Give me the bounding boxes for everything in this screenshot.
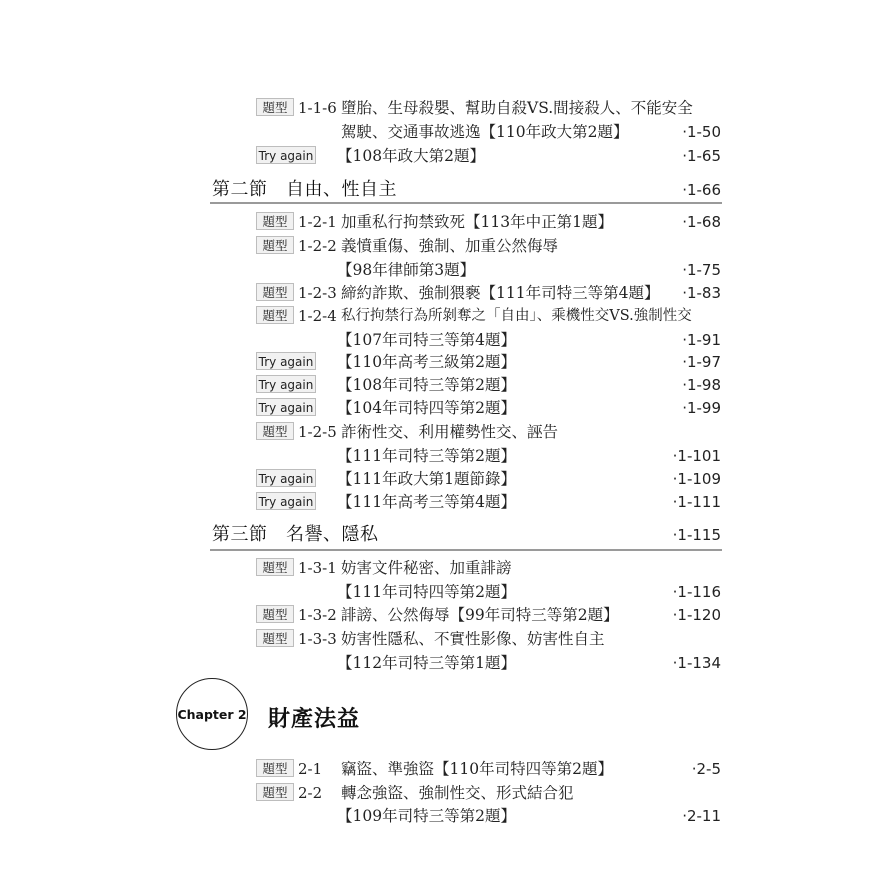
try-again-tag: Try again [256,492,316,510]
entry-title: 【111年政大第1題節錄】 [337,470,516,488]
section-heading [0,176,896,204]
entry-title: 私行拘禁行為所剝奪之「自由」、乘機性交VS.強制性交 [341,308,692,324]
toc-entry [0,328,896,352]
entry-tag: 題型 [256,629,294,647]
section-title: 第二節 自由、性自主 [212,179,397,200]
toc-entry [0,258,896,282]
toc-entry [0,350,896,374]
section-heading [0,521,896,549]
entry-number: 1-2-4 [298,307,337,325]
entry-title: 加重私行拘禁致死【113年中正第1題】 [341,213,613,231]
entry-page: ‧1-101 [672,447,721,465]
entry-number: 1-3-3 [298,630,337,648]
toc-entry [0,651,896,675]
entry-title: 竊盜、準強盜【110年司特四等第2題】 [341,760,613,778]
entry-page: ‧1-83 [682,284,721,302]
entry-tag: 題型 [256,98,294,116]
entry-number: 2-1 [298,760,323,778]
entry-title: 轉念強盜、強制性交、形式結合犯 [341,784,574,802]
entry-title: 締約詐欺、強制猥褻【111年司特三等第4題】 [341,284,660,302]
entry-number: 2-2 [298,784,323,802]
try-again-tag: Try again [256,146,316,164]
entry-page: ‧1-91 [682,331,721,349]
toc-entry [0,120,896,144]
section-divider [210,202,722,204]
entry-tag: 題型 [256,283,294,301]
entry-title: 【98年律師第3題】 [337,261,476,279]
try-again-tag: Try again [256,398,316,416]
entry-page: ‧1-116 [672,583,721,601]
section-page: ‧1-66 [682,181,721,199]
chapter-badge: Chapter 2 [176,678,248,750]
toc-entry [0,420,896,444]
entry-title: 誹謗、公然侮辱【99年司特三等第2題】 [341,606,619,624]
toc-entry [0,580,896,604]
entry-number: 1-2-5 [298,423,337,441]
toc-entry [0,234,896,258]
entry-tag: 題型 [256,212,294,230]
toc-entry [0,490,896,514]
entry-number: 1-2-1 [298,213,337,231]
entry-number: 1-3-1 [298,559,337,577]
entry-title: 駕駛、交通事故逃逸【110年政大第2題】 [341,123,629,141]
entry-tag: 題型 [256,422,294,440]
try-again-tag: Try again [256,375,316,393]
entry-title: 【111年高考三等第4題】 [337,493,516,511]
toc-entry [0,373,896,397]
entry-page: ‧1-68 [682,213,721,231]
entry-tag: 題型 [256,759,294,777]
toc-entry [0,281,896,305]
toc-entry [0,396,896,420]
entry-tag: 題型 [256,236,294,254]
entry-title: 詐術性交、利用權勢性交、誣告 [341,423,559,441]
entry-page: ‧1-99 [682,399,721,417]
toc-entry [0,603,896,627]
entry-title: 【104年司特四等第2題】 [337,399,516,417]
entry-tag: 題型 [256,306,294,324]
toc-entry [0,556,896,580]
entry-title: 【108年政大第2題】 [337,147,485,165]
section-page: ‧1-115 [672,526,721,544]
entry-page: ‧1-65 [682,147,721,165]
section-title: 第三節 名譽、隱私 [212,524,379,545]
entry-page: ‧1-98 [682,376,721,394]
try-again-tag: Try again [256,469,316,487]
entry-page: ‧2-11 [682,807,721,825]
entry-title: 義憤重傷、強制、加重公然侮辱 [341,237,559,255]
toc-entry [0,96,896,120]
entry-page: ‧1-111 [672,493,721,511]
entry-title: 【107年司特三等第4題】 [337,331,516,349]
entry-tag: 題型 [256,605,294,623]
entry-title: 妨害文件秘密、加重誹謗 [341,559,512,577]
chapter-title: 財產法益 [268,707,361,732]
entry-title: 【108年司特三等第2題】 [337,376,516,394]
entry-title: 墮胎、生母殺嬰、幫助自殺VS.間接殺人、不能安全 [341,99,693,117]
entry-number: 1-3-2 [298,606,337,624]
entry-page: ‧1-109 [672,470,721,488]
entry-title: 【111年司特三等第2題】 [337,447,516,465]
entry-title: 妨害性隱私、不實性影像、妨害性自主 [341,630,605,648]
toc-entry [0,467,896,491]
entry-page: ‧1-97 [682,353,721,371]
entry-number: 1-2-2 [298,237,337,255]
entry-number: 1-2-3 [298,284,337,302]
toc-entry [0,781,896,805]
section-divider [210,549,722,551]
entry-page: ‧2-5 [691,760,721,778]
entry-page: ‧1-75 [682,261,721,279]
entry-title: 【110年高考三級第2題】 [337,353,516,371]
toc-entry [0,304,896,328]
toc-entry [0,210,896,234]
toc-entry [0,444,896,468]
entry-title: 【109年司特三等第2題】 [337,807,516,825]
toc-entry [0,757,896,781]
entry-tag: 題型 [256,558,294,576]
entry-page: ‧1-50 [682,123,721,141]
entry-tag: 題型 [256,783,294,801]
entry-number: 1-1-6 [298,99,337,117]
entry-title: 【111年司特四等第2題】 [337,583,516,601]
entry-title: 【112年司特三等第1題】 [337,654,516,672]
entry-page: ‧1-134 [672,654,721,672]
toc-entry [0,627,896,651]
toc-entry [0,804,896,828]
try-again-tag: Try again [256,352,316,370]
entry-page: ‧1-120 [672,606,721,624]
toc-entry [0,144,896,168]
